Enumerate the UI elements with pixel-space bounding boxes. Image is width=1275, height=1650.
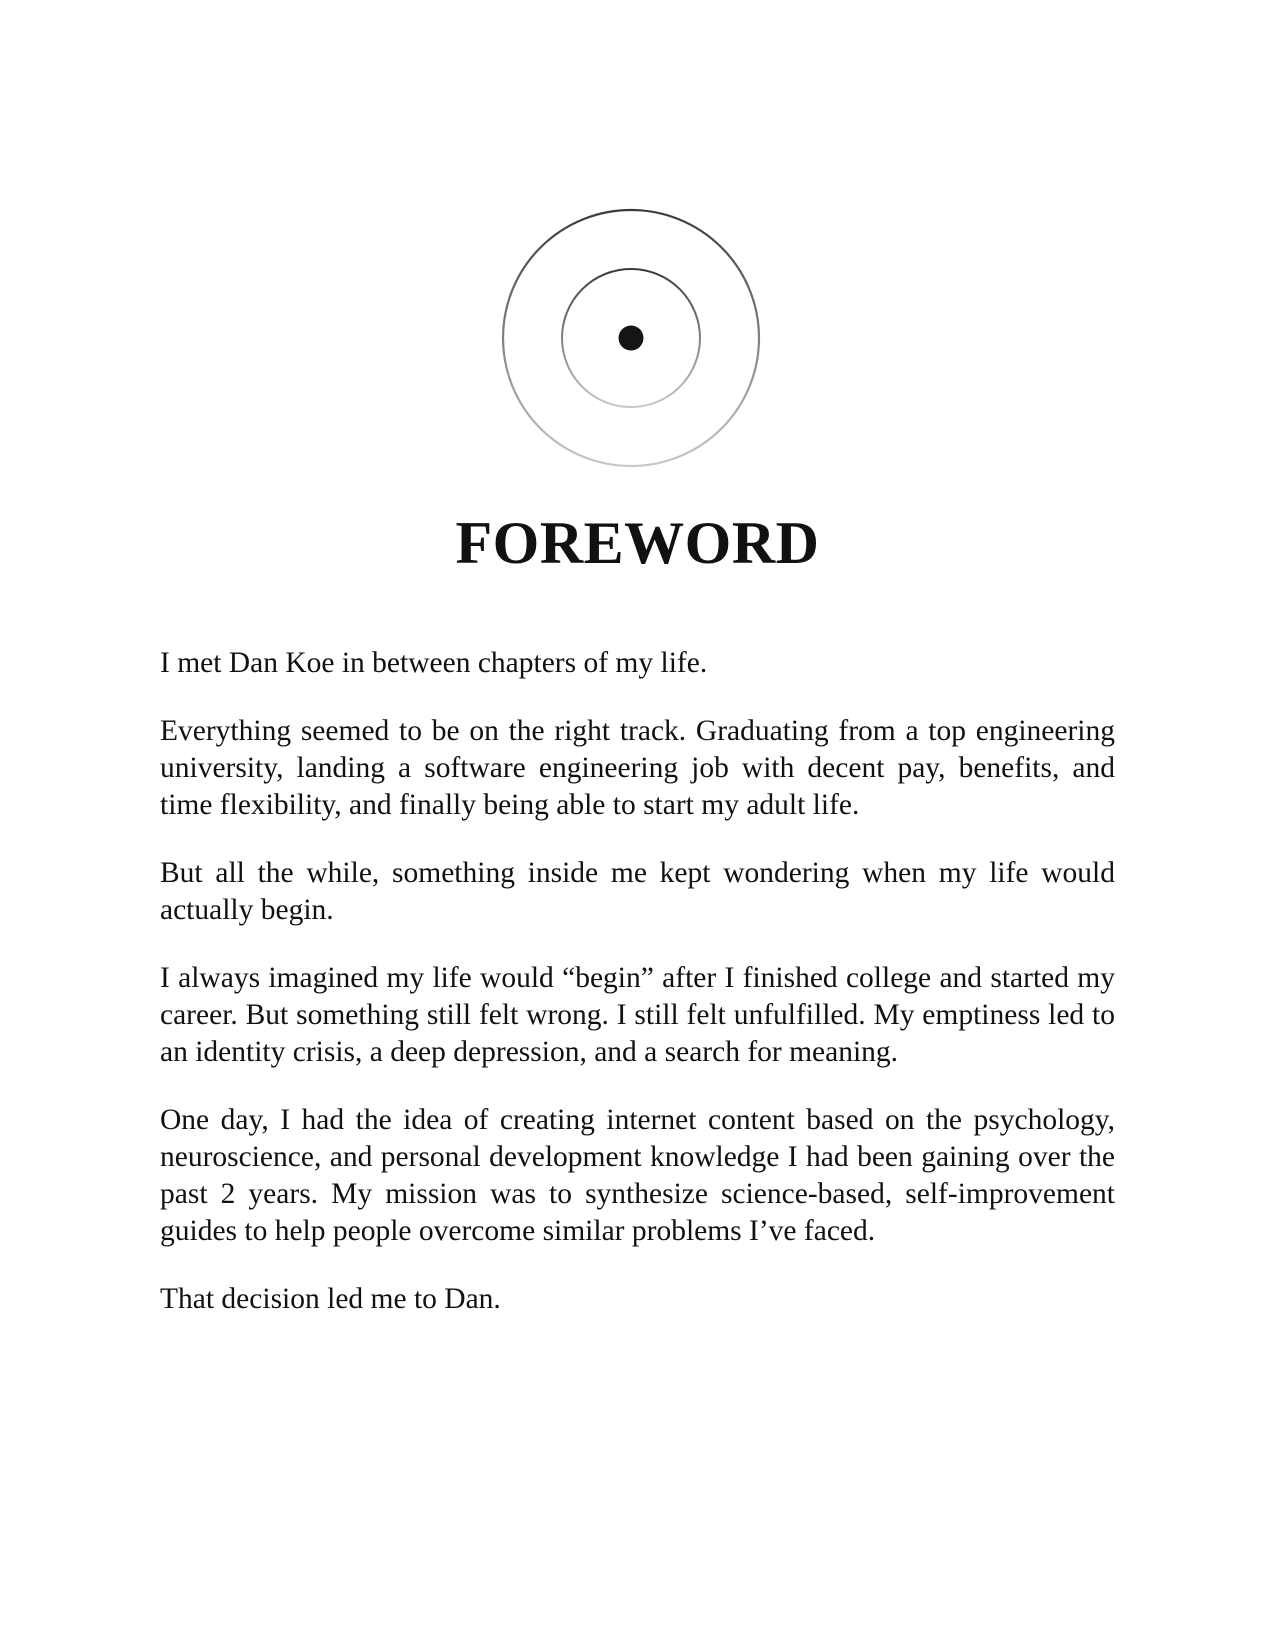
paragraph-1: I met Dan Koe in between chapters of my life. (160, 647, 708, 679)
paragraph-2: Everything seemed to be on the right track. Graduating from a top engineering university, landing a software engineering job with decent pay, benefits, and time flexibility, and finally being able to start my adult life. (160, 715, 1115, 821)
paragraph-4: I always imagined my life would “begin” after I finished college and started my career. But something still felt wrong. I still felt unfulfilled. My emptiness led to an identity crisis, a deep depression, and a search for meaning. (160, 962, 1115, 1068)
concentric-circles-target-icon (500, 207, 762, 469)
page-title: FOREWORD (455, 510, 820, 576)
paragraph-6: That decision led me to Dan. (160, 1283, 501, 1315)
emblem-graphic (500, 207, 762, 469)
paragraph-5: One day, I had the idea of creating internet content based on the psychology, neuroscience, and personal development knowledge I had been gaining over the past 2 years. My mission was to synthesize science-based, self-improvement guides to help people overcome similar problems I’ve faced. (160, 1104, 1115, 1247)
body-text (160, 645, 1115, 1349)
paragraph-3: But all the while, something inside me kept wondering when my life would actually begin. (160, 857, 1115, 926)
center-dot (619, 326, 644, 351)
